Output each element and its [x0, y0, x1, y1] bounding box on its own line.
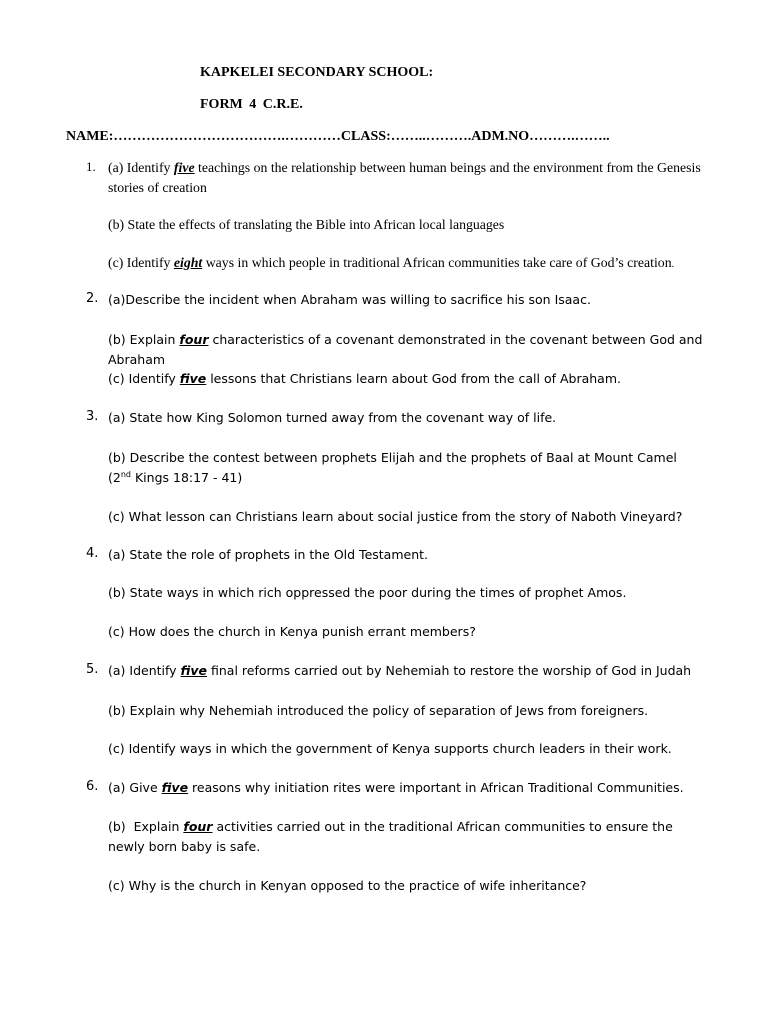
question-number: 3. — [86, 409, 99, 424]
question-part: (c) Identify five lessons that Christians learn about God from the call of Abraham. — [108, 371, 621, 386]
keyword: eight — [173, 255, 203, 270]
keyword: five — [161, 780, 189, 795]
question-part: (c) Why is the church in Kenyan opposed to the practice of wife inheritance? — [108, 878, 587, 893]
keyword: five — [179, 371, 207, 386]
question-part: (c) Identify ways in which the government of Kenya supports church leaders in their work. — [108, 741, 672, 756]
question-part: (c) How does the church in Kenya punish errant members? — [108, 624, 476, 639]
question-number: 6. — [86, 779, 99, 794]
school-name: KAPKELEI SECONDARY SCHOOL: — [200, 65, 434, 80]
question-part: (a) Give five reasons why initiation rites were important in African Traditional Communities. — [108, 780, 684, 795]
question-part: (b) Explain four activities carried out in the traditional African communities to ensure the newly born baby is safe. — [108, 819, 673, 854]
question-part: (b) State the effects of translating the Bible into African local languages — [108, 217, 505, 232]
keyword: four — [183, 819, 213, 834]
keyword: five — [180, 663, 208, 678]
question-part: (b) Explain four characteristics of a covenant demonstrated in the covenant between God and Abraham — [108, 332, 703, 367]
question-number: 5. — [86, 662, 99, 677]
question-part: (c) What lesson can Christians learn about social justice from the story of Naboth Vineyard? — [108, 509, 683, 524]
question-part: (a)Describe the incident when Abraham was willing to sacrifice his son Isaac. — [108, 292, 591, 307]
keyword: five — [173, 160, 195, 175]
question-number: 1. — [86, 159, 96, 174]
question-part: (b) Describe the contest between prophets Elijah and the prophets of Baal at Mount Camel (2nd Kings 18:17 - 41) — [108, 450, 677, 485]
question-number: 4. — [86, 546, 99, 561]
question-part: (b) Explain why Nehemiah introduced the policy of separation of Jews from foreigners. — [108, 703, 649, 718]
question-part: (c) Identify eight ways in which people in traditional African communities take care of God’s creation. — [108, 255, 675, 270]
keyword: four — [179, 332, 209, 347]
question-part: (b) State ways in which rich oppressed the poor during the times of prophet Amos. — [108, 585, 627, 600]
question-part: (a) Identify five teachings on the relationship between human beings and the environment from the Genesis stories of creation — [108, 160, 701, 195]
question-part: (a) State how King Solomon turned away from the covenant way of life. — [108, 410, 557, 425]
form-subject-line: FORM 4 C.R.E. — [200, 97, 303, 112]
student-details-line: NAME:……………………………….…………CLASS:……..……….ADM.NO……….…….. — [66, 129, 610, 144]
question-part: (a) Identify five final reforms carried out by Nehemiah to restore the worship of God in Judah — [108, 663, 692, 678]
question-part: (a) State the role of prophets in the Old Testament. — [108, 547, 429, 562]
question-number: 2. — [86, 291, 99, 306]
